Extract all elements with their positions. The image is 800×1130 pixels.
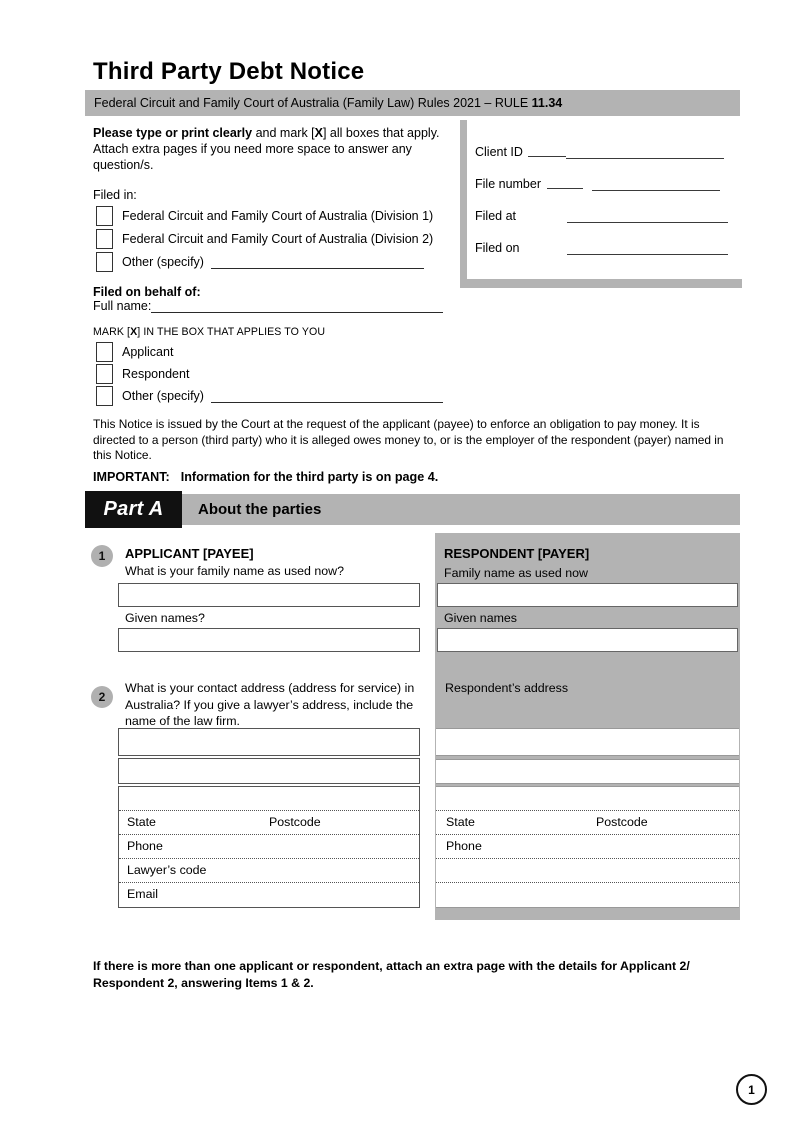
respondent-address-line-1[interactable]: [436, 728, 739, 756]
division2-label: Federal Circuit and Family Court of Australia (Division 2): [122, 232, 434, 246]
important-label: IMPORTANT:: [93, 470, 170, 484]
checkbox-filed-in-other[interactable]: [96, 252, 113, 272]
file-number-field-2[interactable]: [592, 178, 720, 191]
filed-in-option-other: [96, 252, 424, 272]
respondent-postcode-label: Postcode: [596, 815, 648, 829]
mark-instruction: [93, 326, 325, 338]
respondent-heading: RESPONDENT [PAYER]: [444, 546, 590, 561]
behalf-other-label: Other (specify): [122, 389, 204, 403]
part-a-badge: Part A: [85, 491, 182, 528]
applicant-family-name-question: What is your family name as used now?: [125, 564, 344, 578]
respondent-address-line-2[interactable]: [436, 759, 739, 784]
full-name-label: Full name:: [93, 299, 152, 313]
respondent-option-label: Respondent: [122, 367, 190, 381]
respondent-phone-label: Phone: [446, 839, 482, 853]
applicant-option-label: Applicant: [122, 345, 174, 359]
rule-number: 11.34: [531, 96, 563, 110]
full-name-row: [93, 299, 443, 313]
file-number-row: [475, 162, 728, 194]
instructions-text: [93, 125, 463, 173]
rules-banner-text: Federal Circuit and Family Court of Australia (Family Law) Rules 2021 – RULE: [94, 96, 532, 110]
respondent-family-name-label: Family name as used now: [444, 566, 588, 580]
filed-on-row: [475, 226, 728, 258]
applicant-state-label: State: [127, 815, 156, 829]
filed-at-label: Filed at: [475, 209, 516, 223]
client-id-row: [475, 130, 728, 162]
rules-banner: [85, 90, 740, 116]
behalf-option-applicant: [96, 342, 173, 362]
applicant-heading: APPLICANT [PAYEE]: [125, 546, 254, 561]
behalf-other-field[interactable]: [211, 389, 443, 403]
mark-x: X: [130, 326, 138, 338]
applicant-address-details: [118, 786, 420, 908]
respondent-extra-row-1[interactable]: [436, 859, 739, 883]
checkbox-division1[interactable]: [96, 206, 113, 226]
respondent-state-postcode-row[interactable]: [436, 811, 739, 835]
file-number-field[interactable]: [547, 176, 583, 189]
behalf-option-other: [96, 386, 443, 406]
applicant-state-postcode-row[interactable]: [119, 811, 419, 835]
checkbox-division2[interactable]: [96, 229, 113, 249]
instructions-mid: and mark [: [252, 126, 315, 140]
instructions-rest: ] all boxes that apply. Attach extra pages if you need more space to answer any question/s.: [93, 126, 446, 172]
full-name-field[interactable]: [151, 299, 443, 313]
footnote-text: If there is more than one applicant or respondent, attach an extra page with the details for Applicant 2/ Respondent 2, answering Items 1 & 2.: [93, 959, 690, 990]
respondent-family-name-input[interactable]: [437, 583, 738, 607]
respondent-address-line-3[interactable]: [436, 787, 739, 811]
respondent-address-label: Respondent’s address: [445, 681, 569, 695]
respondent-given-names-label: Given names: [444, 611, 518, 625]
respondent-phone-row[interactable]: [436, 835, 739, 859]
item-1-number: 1: [91, 545, 113, 567]
item-2-number: 2: [91, 686, 113, 708]
file-number-label: File number: [475, 177, 541, 191]
applicant-postcode-label: Postcode: [269, 815, 321, 829]
notice-paragraph: This Notice is issued by the Court at the request of the applicant (payee) to enforce an obligation to pay money. It is directed to a person (third party) who it is alleged owes money to, or is the employer of the respondent (payer) named in this Notice.: [93, 417, 724, 462]
filed-on-label: Filed on: [475, 241, 520, 255]
applicant-lawyers-code-label: Lawyer’s code: [127, 863, 207, 877]
division1-label: Federal Circuit and Family Court of Australia (Division 1): [122, 209, 434, 223]
applicant-email-row[interactable]: [119, 883, 419, 907]
contact-address-question: What is your contact address (address for service) in Australia? If you give a lawyer’s address, include the name of the law firm.: [125, 681, 415, 728]
instructions-x: X: [314, 126, 323, 140]
client-id-label: Client ID: [475, 145, 523, 159]
filed-on-field[interactable]: [567, 242, 728, 255]
filed-at-row: [475, 194, 728, 226]
filed-at-field[interactable]: [567, 210, 728, 223]
filed-in-other-field[interactable]: [211, 255, 424, 269]
applicant-email-label: Email: [127, 887, 158, 901]
applicant-phone-row[interactable]: [119, 835, 419, 859]
respondent-extra-row-2[interactable]: [436, 883, 739, 907]
filed-in-option-division2: [96, 229, 433, 249]
client-id-field[interactable]: [528, 144, 566, 157]
filed-in-label: Filed in:: [93, 188, 137, 202]
applicant-address-line-1[interactable]: [118, 728, 420, 756]
applicant-address-line-2[interactable]: [118, 758, 420, 784]
respondent-address-details: [436, 786, 739, 908]
part-a-bar: [85, 494, 740, 525]
form-title: Third Party Debt Notice: [93, 58, 365, 85]
mark-post: ] IN THE BOX THAT APPLIES TO YOU: [137, 326, 326, 338]
applicant-given-names-question: Given names?: [125, 611, 205, 625]
filed-in-other-label: Other (specify): [122, 255, 204, 269]
client-id-field-2[interactable]: [566, 146, 724, 159]
applicant-given-names-input[interactable]: [118, 628, 420, 652]
mark-pre: MARK [: [93, 326, 131, 338]
applicant-family-name-input[interactable]: [118, 583, 420, 607]
instructions-bold: Please type or print clearly: [93, 126, 253, 140]
respondent-state-label: State: [446, 815, 475, 829]
behalf-option-respondent: [96, 364, 189, 384]
applicant-address-line-3[interactable]: [119, 787, 419, 811]
applicant-lawyers-code-row[interactable]: [119, 859, 419, 883]
court-use-box: [460, 120, 742, 288]
applicant-phone-label: Phone: [127, 839, 163, 853]
part-a-title: About the parties: [198, 501, 322, 518]
checkbox-applicant[interactable]: [96, 342, 113, 362]
checkbox-behalf-other[interactable]: [96, 386, 113, 406]
behalf-heading: Filed on behalf of:: [93, 285, 201, 299]
important-line: [93, 470, 438, 484]
checkbox-respondent[interactable]: [96, 364, 113, 384]
important-text: Information for the third party is on page 4.: [180, 470, 439, 484]
respondent-given-names-input[interactable]: [437, 628, 738, 652]
filed-in-option-division1: [96, 206, 433, 226]
page-number-badge: 1: [736, 1074, 767, 1105]
